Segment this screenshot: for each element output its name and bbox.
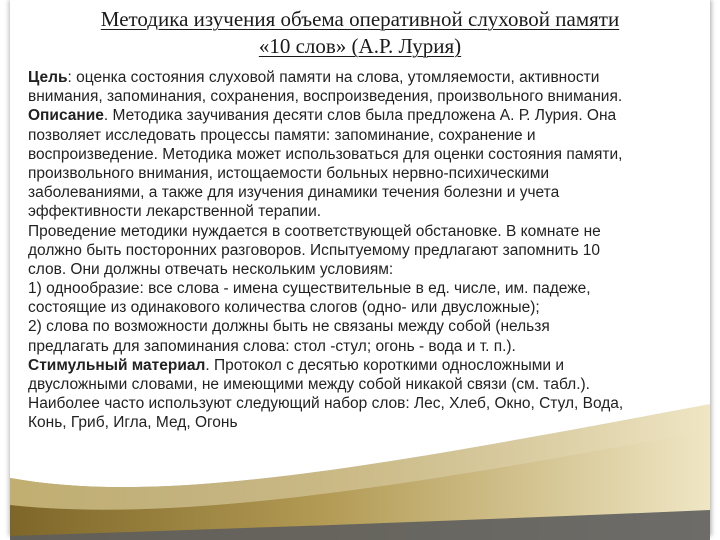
body-line: Наиболее часто используют следующий набор слов: Лес, Хлеб, Окно, Стул, Вода, (28, 395, 624, 413)
body-line: произвольного внимания, истощаемости больных нервно-психическими (28, 164, 550, 182)
stimulus-material-label: Стимульный материал (28, 356, 206, 374)
body-line: 1) однообразие: все слова - имена существительные в ед. числе, им. падеже, (28, 280, 591, 298)
description-label: Описание (28, 107, 104, 125)
body-line (28, 106, 720, 125)
body-line: позволяет исследовать процессы памяти: запоминание, сохранение и (28, 126, 536, 144)
body-line: внимания, запоминания, сохранения, воспроизведения, произвольного внимания. (28, 88, 623, 106)
slide-body (28, 68, 720, 433)
body-line: воспроизведение. Методика может использоваться для оценки состояния памяти, (28, 145, 623, 163)
body-line: Проведение методики нуждается в соответствующей обстановке. В комнате не (28, 222, 601, 240)
title-line-2: «10 слов» (А.Р. Лурия) (258, 34, 462, 58)
slide-title (0, 6, 720, 60)
body-line: состоящие из одинакового количества слогов (одно- или двусложные); (28, 299, 540, 317)
body-line: двусложными словами, не имеющими между собой никакой связи (см. табл.). (28, 376, 590, 393)
body-line: слов. Они должны отвечать нескольким условиям: (28, 260, 394, 278)
body-line: 2) слова по возможности должны быть не связаны между собой (нельзя (28, 318, 550, 336)
line-text: : оценка состояния слуховой памяти на слова, утомляемости, активности (67, 69, 600, 86)
line-text: . Протокол с десятью короткими односложными и (205, 356, 565, 374)
body-line: Конь, Гриб, Игла, Мед, Огонь (28, 414, 238, 432)
body-line: должно быть посторонних разговоров. Испытуемому предлагают запомнить 10 (28, 241, 601, 259)
body-line: эффективности лекарственной терапии. (28, 203, 322, 221)
body-line (28, 68, 720, 87)
title-line-1: Методика изучения объема оперативной слуховой памяти (100, 7, 620, 31)
body-line: предлагать для запоминания слова: стол -стул; огонь - вода и т. п.). (28, 337, 516, 355)
line-text: . Методика заучивания десяти слов была предложена А. Р. Лурия. Она (103, 107, 617, 125)
goal-label: Цель (28, 69, 68, 86)
body-line: заболеваниями, а также для изучения динамики течения болезни и учета (28, 184, 560, 202)
body-line (28, 356, 720, 375)
